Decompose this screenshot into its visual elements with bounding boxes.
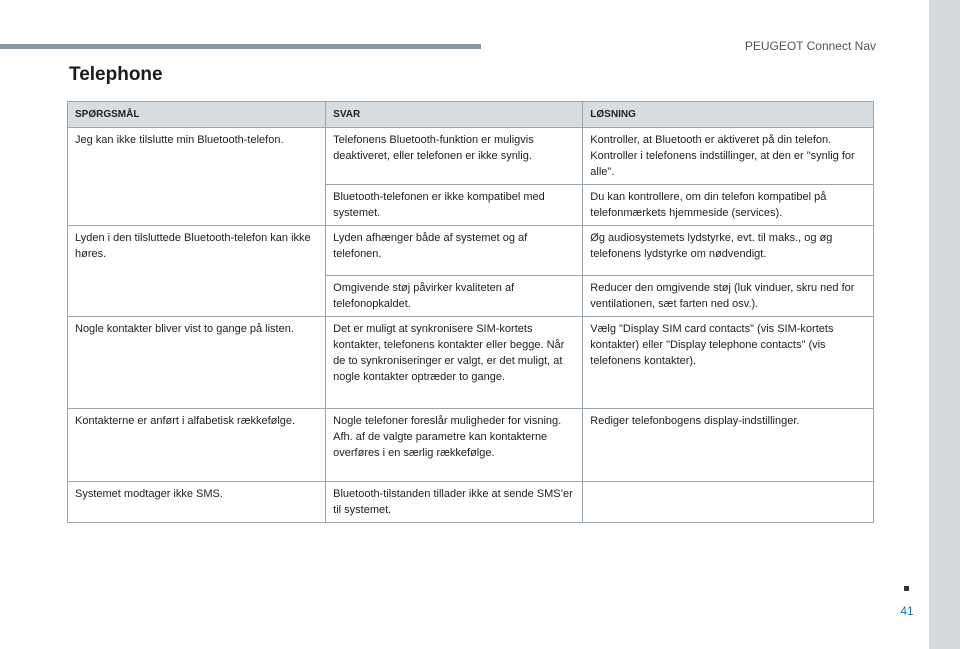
answer-text: Bluetooth-telefonen er ikke kompatibel med systemet. — [333, 191, 545, 219]
answer-text: Omgivende støj påvirker kvaliteten af telefonopkaldet. — [333, 282, 515, 310]
answer-cell — [326, 409, 583, 482]
solution-cell — [583, 185, 874, 226]
answer-cell — [326, 185, 583, 226]
solution-text: Øg audiosystemets lydstyrke, evt. til maks., og øg telefonens lydstyrke om nødvendigt. — [590, 232, 833, 260]
answer-text: Telefonens Bluetooth-funktion er muligvis deaktiveret, eller telefonen er ikke synlig. — [333, 134, 534, 162]
table-row — [68, 317, 874, 409]
solution-text: Vælg "Display SIM card contacts" (vis SIM-kortets kontakter) eller "Display telephone contacts" (vis telefonens kontakter). — [590, 323, 834, 367]
solution-cell — [583, 409, 874, 482]
solution-text: Du kan kontrollere, om din telefon kompatibel på telefonmærkets hjemmeside (services). — [590, 191, 827, 219]
side-strip — [929, 0, 960, 649]
column-header-answer: SVAR — [326, 102, 583, 128]
table-row — [68, 482, 874, 523]
solution-text: Rediger telefonbogens display-indstillinger. — [590, 415, 800, 427]
question-cell — [68, 409, 326, 482]
question-text: Nogle kontakter bliver vist to gange på listen. — [75, 323, 294, 335]
answer-cell — [326, 128, 583, 185]
solution-cell — [583, 128, 874, 185]
header-bar — [0, 44, 481, 49]
question-cell — [68, 226, 326, 317]
troubleshooting-table — [67, 101, 874, 523]
continue-marker-icon — [904, 586, 909, 591]
page-number: 41 — [900, 604, 914, 618]
answer-cell — [326, 317, 583, 409]
question-cell — [68, 482, 326, 523]
table-row — [68, 226, 874, 276]
answer-cell — [326, 226, 583, 276]
answer-text: Bluetooth-tilstanden tillader ikke at sende SMS’er til systemet. — [333, 488, 573, 516]
answer-cell — [326, 482, 583, 523]
solution-cell — [583, 317, 874, 409]
solution-cell — [583, 226, 874, 276]
answer-text: Nogle telefoner foreslår muligheder for visning. Afh. af de valgte parametre kan kontakterne overføres i en særlig rækkefølge. — [333, 415, 562, 459]
table-row — [68, 409, 874, 482]
question-text: Jeg kan ikke tilslutte min Bluetooth-telefon. — [75, 134, 284, 146]
answer-text: Det er muligt at synkronisere SIM-kortets kontakter, telefonens kontakter eller begge. Når de to synkroniseringer er valgt, er det muligt, at nogle kontakter optræder to gange. — [333, 323, 565, 383]
question-text: Kontakterne er anført i alfabetisk rækkefølge. — [75, 415, 296, 427]
page-title: Telephone — [69, 64, 163, 85]
solution-text: Reducer den omgivende støj (luk vinduer, skru ned for ventilationen, sæt farten ned osv.). — [590, 282, 855, 310]
column-header-question: SPØRGSMÅL — [68, 102, 326, 128]
brand-label: PEUGEOT Connect Nav — [744, 39, 876, 53]
answer-cell — [326, 276, 583, 317]
solution-cell — [583, 276, 874, 317]
answer-text: Lyden afhænger både af systemet og af telefonen. — [333, 232, 528, 260]
column-header-solution: LØSNING — [583, 102, 874, 128]
question-text: Lyden i den tilsluttede Bluetooth-telefon kan ikke høres. — [75, 232, 311, 260]
question-text: Systemet modtager ikke SMS. — [75, 488, 223, 500]
question-cell — [68, 128, 326, 226]
solution-cell — [583, 482, 874, 523]
solution-text: Kontroller, at Bluetooth er aktiveret på din telefon. Kontroller i telefonens indstillinger, at den er "synlig for alle". — [590, 134, 855, 178]
question-cell — [68, 317, 326, 409]
table-header-row — [68, 102, 874, 128]
table-row — [68, 128, 874, 185]
